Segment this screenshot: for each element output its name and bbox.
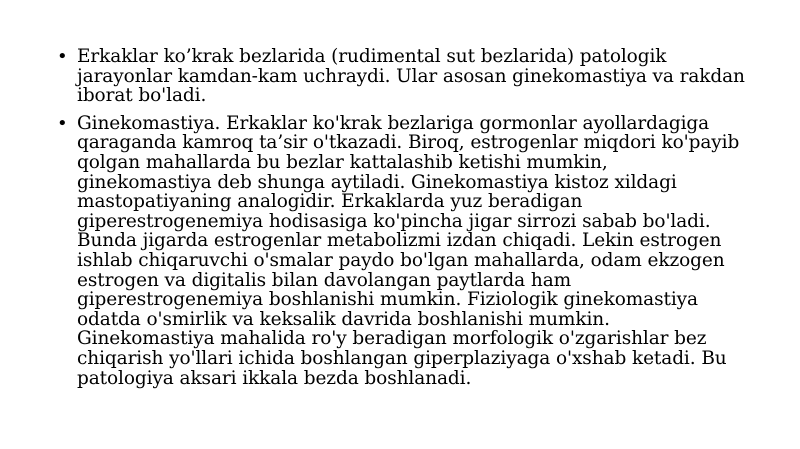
bullet-dot-icon: •: [57, 112, 68, 134]
bullet-dot-icon: •: [57, 46, 68, 67]
paragraph-text: Erkaklar ko’krak bezlarida (rudimental sut bezlarida) patologik jarayonlar kamdan-kam uchraydi. Ular asosan ginekomastiya va rakdan iborat bo'ladi.: [77, 46, 745, 107]
paragraph-text: Ginekomastiya. Erkaklar ko'krak bezlariga gormonlar ayollardagiga qaraganda kamroq ta’sir o'tkazadi. Biroq, estrogenlar miqdori ko'payib qolgan mahallarda bu bezlar kattalashib ketishi mumkin, ginekomastiya deb shunga aytiladi. Ginekomastiya kistoz xildagi mastopatiyaning analogidir. Erkaklarda yuz beradigan giperestrogenemiya hodisasiga ko'pincha jigar sirrozi sabab bo'ladi. Bunda jigarda estrogenlar metabolizmi izdan chiqadi. Lekin estrogen ishlab chiqaruvchi o'smalar paydo bo'lgan mahallarda, odam ekzogen estrogen va digitalis bilan davolangan paytlarda ham giperestrogenemiya boshlanishi mumkin. Fiziologik ginekomastiya odatda o'smirlik va keksalik davrida boshlanishi mumkin. Ginekomastiya mahalida ro'y beradigan morfologik o'zgarishlar bez chiqarish yo'llari ichida boshlangan giperplaziyaga o'xshab ketadi. Bu patologiya aksari ikkala bezda boshlanadi.: [77, 112, 740, 389]
bullet-item: [57, 114, 747, 388]
bullet-list: [57, 47, 747, 396]
bullet-item: [57, 47, 747, 106]
